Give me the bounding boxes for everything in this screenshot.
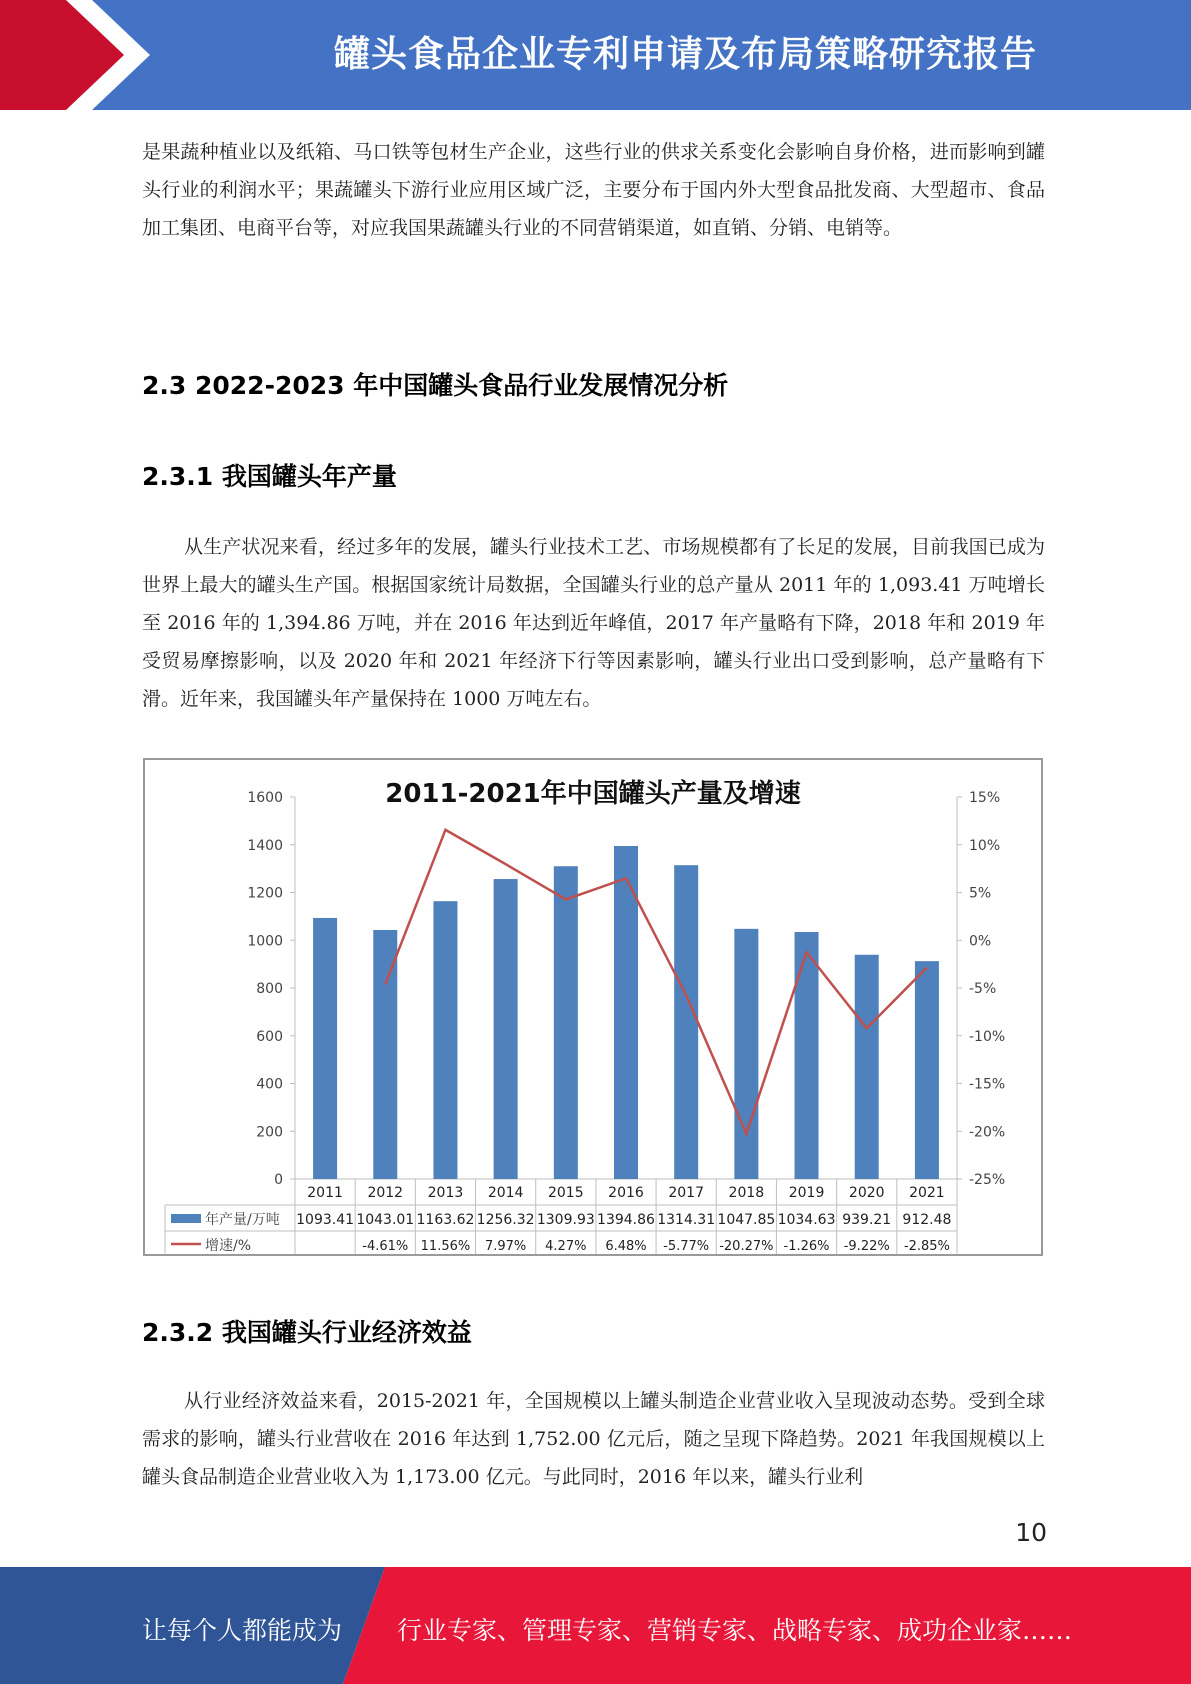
left-tick-label: 1000 [247,933,283,950]
section-heading-2-3-2: 2.3.2 我国罐头行业经济效益 [142,1318,472,1347]
data-label-growth: -2.85% [903,1239,950,1254]
data-label-production: 1314.31 [657,1212,716,1228]
bar [373,930,397,1179]
data-label-production: 1256.32 [476,1212,535,1228]
chevron-arrow-icon [0,0,160,110]
right-tick-label: -15% [969,1076,1006,1093]
legend-label-production: 年产量/万吨 [205,1212,280,1228]
data-label-growth: -4.61% [362,1239,409,1254]
right-tick-label: 0% [969,933,992,950]
data-label-growth: -5.77% [663,1239,710,1254]
data-label-production: 1034.63 [777,1212,836,1228]
left-tick-label: 1600 [247,790,283,806]
footer-slogan-left: 让每个人都能成为 [142,1616,343,1645]
data-label-growth: 11.56% [420,1239,471,1254]
chart-canvas [145,760,1041,1254]
section-heading-2-3: 2.3 2022-2023 年中国罐头食品行业发展情况分析 [142,371,729,400]
data-label-growth: -9.22% [843,1239,890,1254]
data-label-production: 1394.86 [597,1212,655,1228]
legend-key-bar [171,1214,201,1223]
left-tick-label: 0 [274,1172,283,1188]
data-label-growth: -20.27% [719,1239,774,1254]
data-label-production: 1309.93 [536,1212,595,1228]
data-label-growth: 4.27% [545,1239,587,1254]
right-tick-label: -20% [969,1124,1006,1141]
x-tick-label: 2020 [848,1185,885,1201]
right-tick-label: -25% [969,1172,1006,1188]
report-title: 罐头食品企业专利申请及布局策略研究报告 [333,34,1037,75]
chart-title: 2011-2021年中国罐头产量及增速 [385,779,801,809]
x-tick-label: 2013 [427,1185,464,1201]
bar [734,929,758,1179]
left-tick-label: 800 [256,981,283,997]
data-label-production: 1093.41 [296,1212,355,1228]
right-tick-label: 10% [969,837,1001,854]
bar [313,918,337,1179]
right-tick-label: -5% [969,981,997,997]
legend-label-growth: 增速/% [205,1238,252,1254]
right-tick-label: 5% [969,885,992,902]
x-tick-label: 2015 [547,1185,584,1201]
x-tick-label: 2021 [909,1185,945,1201]
growth-rate-line [385,830,927,1134]
x-tick-label: 2011 [307,1185,343,1201]
left-tick-label: 400 [256,1076,283,1093]
x-tick-label: 2019 [788,1185,825,1201]
right-tick-label: 15% [969,790,1001,806]
x-tick-label: 2016 [608,1185,644,1201]
bar [674,865,698,1179]
data-label-production: 1163.62 [416,1212,475,1228]
bar [795,932,819,1179]
data-label-production: 939.21 [842,1212,892,1228]
left-tick-label: 1200 [247,885,283,902]
data-label-growth: -1.26% [783,1239,830,1254]
footer-slogan-right: 行业专家、管理专家、营销专家、战略专家、成功企业家…… [397,1616,1073,1645]
production-chart [143,758,1043,1256]
bar [554,866,578,1179]
left-tick-label: 600 [256,1028,283,1045]
intro-paragraph: 是果蔬种植业以及纸箱、马口铁等包材生产企业，这些行业的供求关系变化会影响自身价格，进而影响到罐头行业的利润水平；果蔬罐头下游行业应用区域广泛，主要分布于国内外大型食品批发商、大型超市、食品加工集团、电商平台等，对应我国果蔬罐头行业的不同营销渠道，如直销、分销、电销等。 [142,141,1045,239]
bar [915,961,939,1179]
production-paragraph: 从生产状况来看，经过多年的发展，罐头行业技术工艺、市场规模都有了长足的发展，目前我国已成为世界上最大的罐头生产国。根据国家统计局数据，全国罐头行业的总产量从 2011 年的 1,093.41 万吨增长至 2016 年的 1,394.86 万吨，并在 2016 年达到近年峰值，2017 年产量略有下降，2018 年和 2019 年受贸易摩擦影响，以及 2020 年和 2021 年经济下行等因素影响，罐头行业出口受到影响，总产量略有下滑。近年来，我国罐头年产量保持在 1000 万吨左右。 [142,536,1045,710]
x-tick-label: 2018 [728,1185,765,1201]
section-heading-2-3-1: 2.3.1 我国罐头年产量 [142,462,397,491]
page-number: 10 [1015,1518,1047,1547]
bar [855,955,879,1179]
right-tick-label: -10% [969,1028,1006,1045]
page-footer [0,1567,1191,1684]
left-tick-label: 200 [256,1124,283,1141]
bar [433,901,457,1179]
x-tick-label: 2017 [668,1185,705,1201]
x-tick-label: 2012 [367,1185,404,1201]
bar [494,879,518,1179]
data-label-growth: 7.97% [484,1239,527,1254]
data-label-production: 1047.85 [717,1212,776,1228]
x-tick-label: 2014 [487,1185,524,1201]
data-label-growth: 6.48% [605,1239,647,1254]
economic-paragraph: 从行业经济效益来看，2015-2021 年，全国规模以上罐头制造企业营业收入呈现波动态势。受到全球需求的影响，罐头行业营收在 2016 年达到 1,752.00 亿元后，随之呈现下降趋势。2021 年我国规模以上罐头食品制造企业营业收入为 1,173.00 亿元。与此同时，2016 年以来，罐头行业利 [142,1390,1045,1488]
data-label-production: 912.48 [902,1212,952,1228]
data-label-production: 1043.01 [356,1212,415,1228]
page-header [0,0,1191,110]
left-tick-label: 1400 [247,837,283,854]
